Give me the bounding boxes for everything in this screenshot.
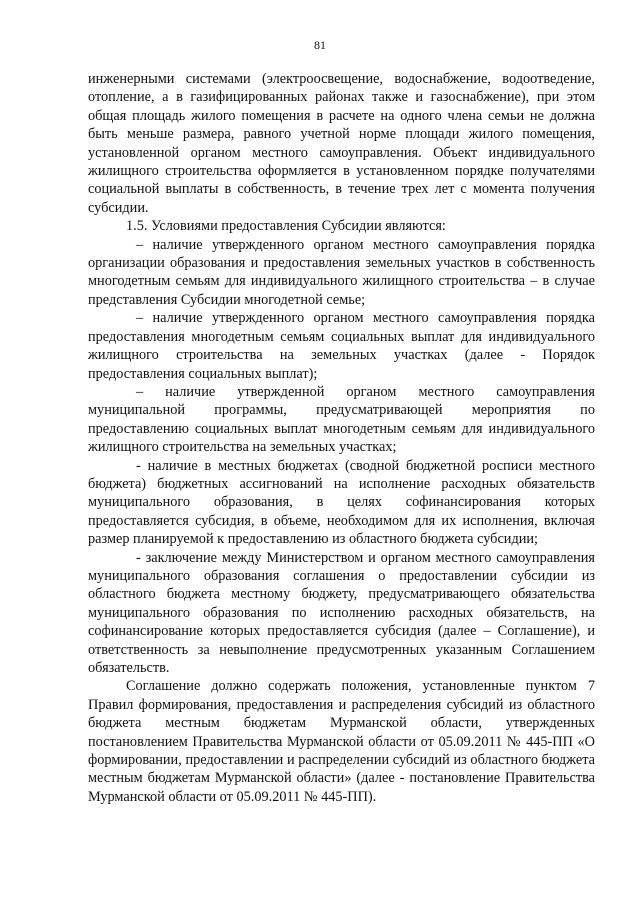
paragraph-condition-budget-allocations: - наличие в местных бюджетах (сводной бюджетной росписи местного бюджета) бюджетных ассигнований на исполнение расходных обязательств муниципального образования, в целях софинансирования которых предоставляется субсидия, в объеме, необходимом для их исполнения, включая размер планируемой к предоставлению из областного бюджета субсидии; [88, 457, 595, 548]
paragraph-condition-agreement: - заключение между Министерством и органом местного самоуправления муниципального образования соглашения о предоставлении субсидии из областного бюджета местному бюджету, предусматривающего обязательства муниципального образования по исполнению расходных обязательств, на софинансирование которых предоставляется субсидия (далее – Соглашение), и ответственность за невыполнение предусмотренных указанным Соглашением обязательств. [88, 549, 595, 676]
paragraph-condition-municipal-program: – наличие утвержденной органом местного самоуправления муниципальной программы, предусматривающей мероприятия по предоставлению социальных выплат многодетным семьям для индивидуального жилищного строительства на земельных участках; [88, 383, 595, 456]
paragraph-section-1-5-heading: 1.5. Условиями предоставления Субсидии являются: [126, 218, 446, 235]
paragraph-agreement-provisions: Соглашение должно содержать положения, установленные пунктом 7 Правил формирования, предоставления и распределения субсидий из областного бюджета местным бюджетам Мурманской области, утвержденных постановлением Правительства Мурманской области от 05.09.2011 № 445-ПП «О формировании, предоставлении и распределении субсидий из областного бюджета местным бюджетам Мурманской области» (далее - постановление Правительства Мурманской области от 05.09.2011 № 445-ПП). [88, 678, 595, 805]
document-body [88, 70, 595, 806]
page-number: 81 [314, 38, 326, 52]
paragraph-condition-land-plots: – наличие утвержденного органом местного самоуправления порядка организации образования и предоставления земельных участков в собственность многодетным семьям для индивидуального жилищного строительства – в случае представления Субсидии многодетной семье; [88, 236, 595, 308]
paragraph-housing-requirements: инженерными системами (электроосвещение, водоснабжение, водоотведение, отопление, а в газифицированных районах также и газоснабжение), при этом общая площадь жилого помещения в расчете на одного члена семьи не должна быть меньше размера, равного учетной норме площади жилого помещения, установленной органом местного самоуправления. Объект индивидуального жилищного строительства оформляется в установленном порядке получателями социальной выплаты в собственность, в течение трех лет с момента получения субсидии. [88, 71, 595, 216]
paragraph-condition-payment-procedure: – наличие утвержденного органом местного самоуправления порядка предоставления многодетным семьям социальных выплат для индивидуального жилищного строительства на земельных участках (далее - Порядок предоставления социальных выплат); [88, 310, 595, 382]
